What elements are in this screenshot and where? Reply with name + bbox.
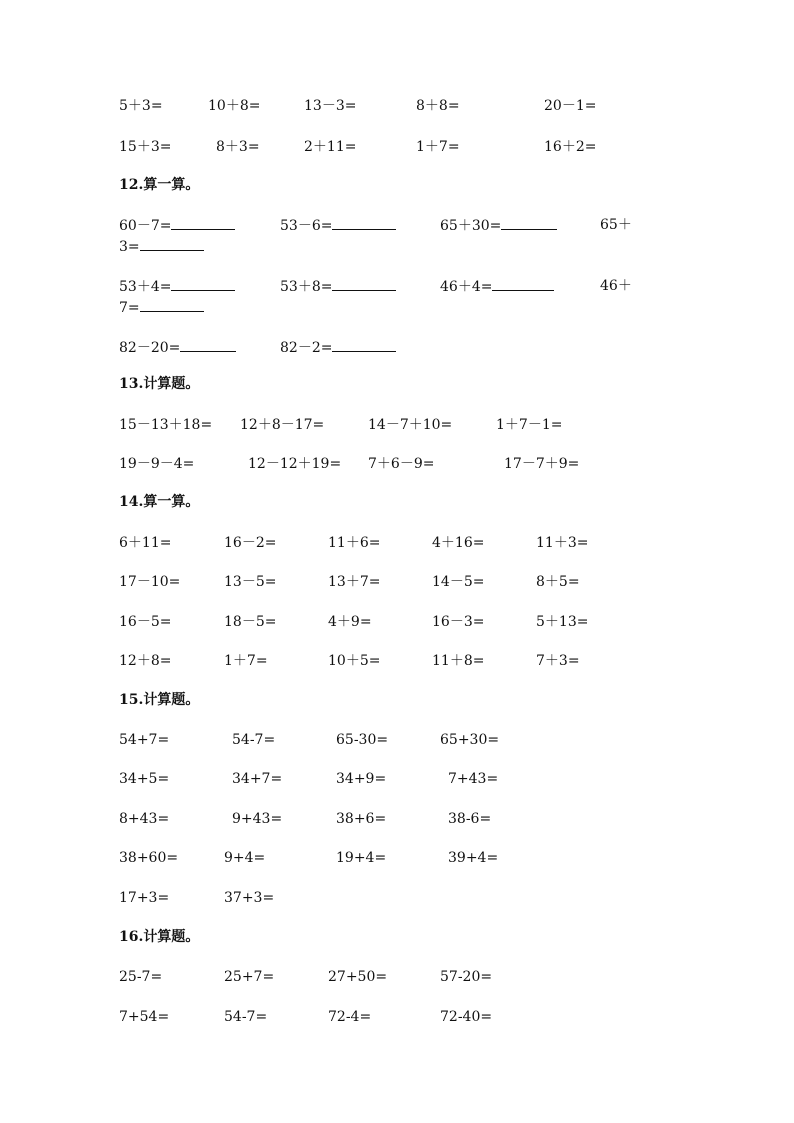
problem: 13－5=: [224, 574, 277, 590]
problem: 38+6=: [336, 811, 387, 827]
section-title: 14.算一算。: [119, 494, 200, 510]
problem: 16－2=: [224, 535, 277, 551]
problem: 19+4=: [336, 850, 387, 866]
problem: 38+60=: [119, 850, 179, 866]
problem: 14－7＋10=: [368, 417, 453, 433]
problem: 17+3=: [119, 890, 170, 906]
problem: 25+7=: [224, 969, 275, 985]
section-title: 16.计算题。: [119, 929, 200, 945]
problem: 15＋3=: [119, 139, 172, 155]
problem: 27+50=: [328, 969, 388, 985]
answer-blank[interactable]: [492, 277, 554, 291]
problem-text: 60－7=: [119, 218, 172, 234]
problem: 6＋11=: [119, 535, 172, 551]
fill-in-problem: [440, 277, 554, 296]
problem: 10＋5=: [328, 653, 381, 669]
problem: 34+7=: [232, 771, 283, 787]
problem: 34+9=: [336, 771, 387, 787]
problem: 10＋8=: [208, 98, 261, 114]
section-title: 12.算一算。: [119, 177, 200, 193]
problem: 9+43=: [232, 811, 283, 827]
problem: 37+3=: [224, 890, 275, 906]
problem: 9+4=: [224, 850, 266, 866]
problem: 16－5=: [119, 614, 172, 630]
problem: 18－5=: [224, 614, 277, 630]
answer-blank[interactable]: [171, 216, 235, 230]
problem: 11＋6=: [328, 535, 381, 551]
problem: 1＋7－1=: [496, 417, 563, 433]
problem-text: 3=: [119, 239, 140, 255]
fill-in-problem: [280, 338, 396, 357]
problem-text: 82－2=: [280, 340, 333, 356]
problem: 7+54=: [119, 1009, 170, 1025]
problem: 8＋8=: [416, 98, 460, 114]
problem: 16－3=: [432, 614, 485, 630]
answer-blank[interactable]: [140, 298, 204, 312]
problem: 65+30=: [440, 732, 500, 748]
answer-blank[interactable]: [501, 216, 557, 230]
problem: 20－1=: [544, 98, 597, 114]
problem: 4＋9=: [328, 614, 372, 630]
fill-in-problem: [119, 277, 235, 296]
problem: 4＋16=: [432, 535, 485, 551]
problem: 7＋6－9=: [368, 456, 435, 472]
problem-text: 53＋4=: [119, 279, 172, 295]
problem: 57-20=: [440, 969, 493, 985]
fill-in-problem: [280, 277, 396, 296]
fill-in-problem: [119, 237, 204, 256]
problem-text: 53＋8=: [280, 279, 333, 295]
answer-blank[interactable]: [332, 338, 396, 352]
problem-text: 46＋: [600, 278, 632, 294]
fill-in-problem: [280, 216, 396, 235]
fill-in-problem: [440, 216, 557, 235]
problem: 8＋3=: [216, 139, 260, 155]
problem: 7＋3=: [536, 653, 580, 669]
fill-in-problem: [119, 338, 236, 357]
problem: 16＋2=: [544, 139, 597, 155]
problem: 38-6=: [448, 811, 492, 827]
problem: 12－12＋19=: [248, 456, 342, 472]
problem: 11＋8=: [432, 653, 485, 669]
problem: 19－9－4=: [119, 456, 195, 472]
answer-blank[interactable]: [171, 277, 235, 291]
problem: 14－5=: [432, 574, 485, 590]
problem: 54-7=: [232, 732, 276, 748]
problem: 5＋13=: [536, 614, 589, 630]
fill-in-problem: [119, 216, 235, 235]
problem: 13－3=: [304, 98, 357, 114]
problem: 1＋7=: [224, 653, 268, 669]
problem-text: 53－6=: [280, 218, 333, 234]
problem: 54+7=: [119, 732, 170, 748]
answer-blank[interactable]: [180, 338, 236, 352]
problem: 54-7=: [224, 1009, 268, 1025]
problem: 7+43=: [448, 771, 499, 787]
fill-in-problem: [119, 298, 204, 317]
problem: 65-30=: [336, 732, 389, 748]
problem: 13＋7=: [328, 574, 381, 590]
problem: 12＋8－17=: [240, 417, 325, 433]
problem: 12＋8=: [119, 653, 172, 669]
problem: 8+43=: [119, 811, 170, 827]
section-title: 15.计算题。: [119, 692, 200, 708]
problem: 72-40=: [440, 1009, 493, 1025]
problem-text: 65＋30=: [440, 218, 502, 234]
problem-text: 7=: [119, 300, 140, 316]
problem: 34+5=: [119, 771, 170, 787]
problem: 25-7=: [119, 969, 163, 985]
problem-text: 82－20=: [119, 340, 181, 356]
problem: 17－10=: [119, 574, 181, 590]
problem-text: 65＋: [600, 217, 632, 233]
answer-blank[interactable]: [140, 237, 204, 251]
problem-text: 46＋4=: [440, 279, 493, 295]
problem: 1＋7=: [416, 139, 460, 155]
problem: 39+4=: [448, 850, 499, 866]
problem: 8＋5=: [536, 574, 580, 590]
problem: 15－13＋18=: [119, 417, 213, 433]
problem: 2＋11=: [304, 139, 357, 155]
problem: 17－7＋9=: [504, 456, 580, 472]
problem: 72-4=: [328, 1009, 372, 1025]
problem: 11＋3=: [536, 535, 589, 551]
answer-blank[interactable]: [332, 277, 396, 291]
answer-blank[interactable]: [332, 216, 396, 230]
section-title: 13.计算题。: [119, 376, 200, 392]
problem: 5＋3=: [119, 98, 163, 114]
